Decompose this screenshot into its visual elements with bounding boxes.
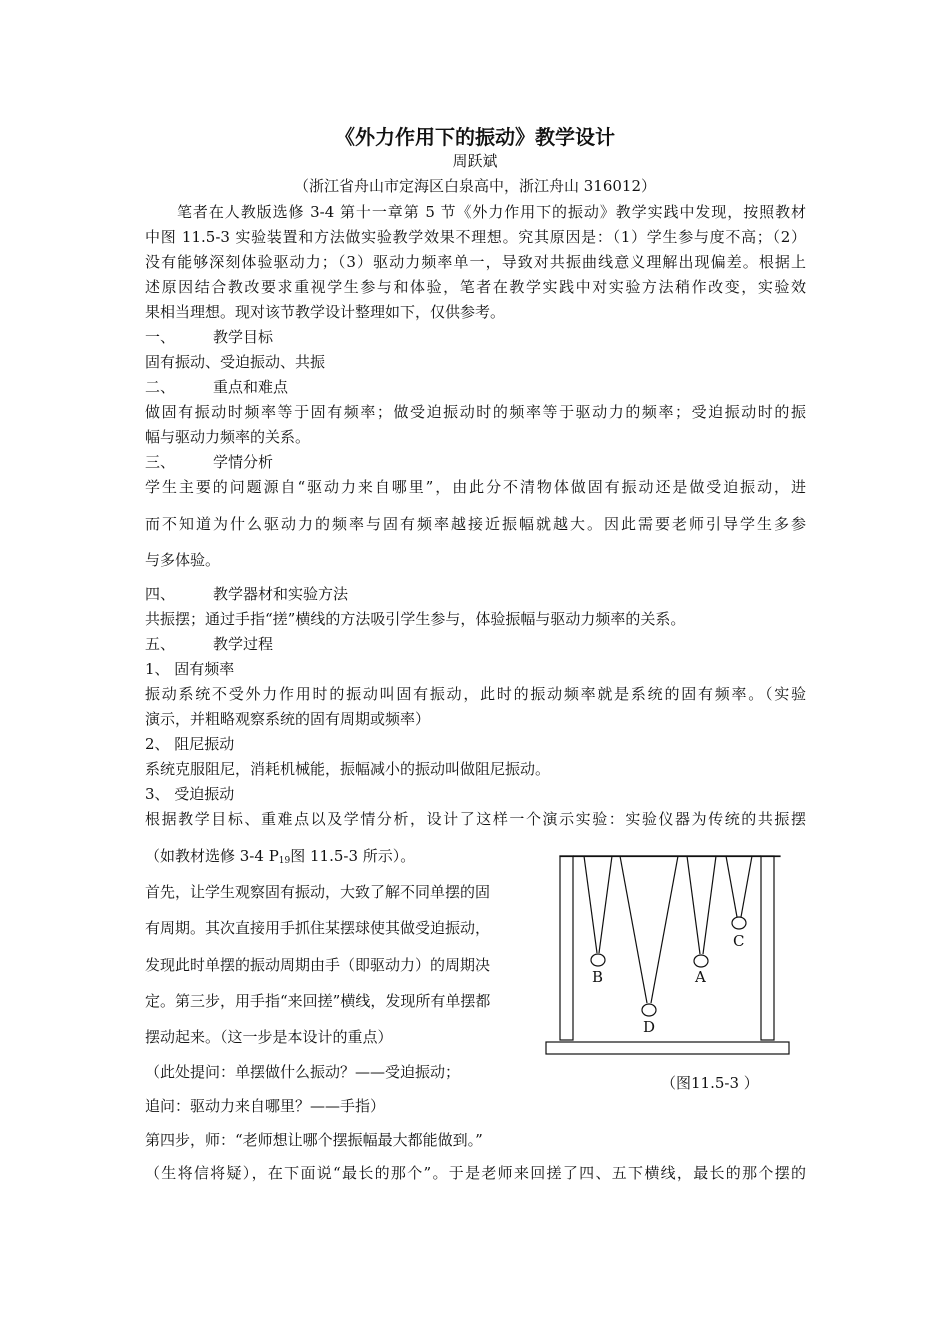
section-title: 学情分析 xyxy=(213,453,274,471)
section-body: 共振摆；通过手指“搓”横线的方法吸引学生参与，体验振幅与驱动力频率的关系。 xyxy=(145,610,686,628)
base-plate xyxy=(546,1042,789,1054)
subsection-heading: 1、 固有频率 xyxy=(145,660,235,678)
section-number: 一、 xyxy=(145,328,176,346)
wrapped-line: 首先，让学生观察固有振动，大致了解不同单摆的固 xyxy=(145,883,491,901)
label-c: C xyxy=(733,932,745,950)
intro-line: 中图 11.5-3 实验装置和方法做实验教学效果不理想。究其原因是：（1）学生参与度不高；（2） xyxy=(145,228,806,246)
section-number: 四、 xyxy=(145,585,176,603)
last-line: （生将信将疑），在下面说“最长的那个”。于是老师来回搓了四、五下横线，最长的那个摆的 xyxy=(145,1164,806,1182)
section-body: 固有振动、受迫振动、共振 xyxy=(145,353,326,371)
pendulum-d xyxy=(620,856,678,1016)
figure-reference-text: 图 11.5-3 所示）。 xyxy=(290,847,416,865)
intro-line: 笔者在人教版选修 3-4 第十一章第 5 节《外力作用下的振动》教学实践中发现，按照教材 xyxy=(177,203,806,221)
author-affiliation: （浙江省舟山市定海区白泉高中，浙江舟山 316012） xyxy=(293,177,657,195)
wrapped-line: （此处提问：单摆做什么振动？——受迫振动； xyxy=(145,1063,461,1081)
section-body: 与多体验。 xyxy=(145,551,221,569)
section-number: 五、 xyxy=(145,635,176,653)
figure-reference xyxy=(145,846,415,871)
intro-line: 没有能够深刻体验驱动力；（3）驱动力频率单一，导致对共振曲线意义理解出现偏差。根据上 xyxy=(145,253,806,271)
wrapped-line: 摆动起来。（这一步是本设计的重点） xyxy=(145,1028,393,1046)
figure-reference-text: （如教材选修 3-4 P xyxy=(145,847,279,865)
wrapped-line: 发现此时单摆的振动周期由手（即驱动力）的周期决 xyxy=(145,956,491,974)
wrapped-line: 追问：驱动力来自哪里？——手指） xyxy=(145,1097,386,1115)
section-number: 三、 xyxy=(145,453,176,471)
wrapped-line: 有周期。其次直接用手抓住某摆球使其做受迫振动， xyxy=(145,919,491,937)
pendulum-b xyxy=(584,856,612,966)
intro-line: 述原因结合教改要求重视学生参与和体验，笔者在教学实践中对实验方法稍作改变，实验效 xyxy=(145,278,806,296)
section-heading-goals xyxy=(145,327,273,347)
pendulum-c xyxy=(726,856,752,929)
section-body: 而不知道为什么驱动力的频率与固有频率越接近振幅就越大。因此需要老师引导学生多参 xyxy=(145,515,806,533)
section-heading-keypoints xyxy=(145,377,288,397)
subsection-body: 根据教学目标、重难点以及学情分析，设计了这样一个演示实验：实验仪器为传统的共振摆 xyxy=(145,810,806,828)
section-heading-equipment xyxy=(145,584,348,604)
subsection-heading: 2、 阻尼振动 xyxy=(145,735,235,753)
section-title: 教学目标 xyxy=(213,328,274,346)
section-heading-analysis xyxy=(145,452,273,472)
subsection-body: 振动系统不受外力作用时的振动叫固有振动，此时的振动频率就是系统的固有频率。（实验 xyxy=(145,685,806,703)
label-d: D xyxy=(643,1018,656,1036)
wrapped-line: 定。第三步，用手指“来回搓”横线，发现所有单摆都 xyxy=(145,992,491,1010)
subsection-body: 演示，并粗略观察系统的固有周期或频率） xyxy=(145,710,431,728)
section-title: 重点和难点 xyxy=(213,378,289,396)
author-name: 周跃斌 xyxy=(452,152,498,170)
section-title: 教学器材和实验方法 xyxy=(213,585,349,603)
right-post xyxy=(761,856,774,1040)
label-b: B xyxy=(592,968,604,986)
section-heading-process xyxy=(145,634,273,654)
section-body: 幅与驱动力频率的关系。 xyxy=(145,428,311,446)
section-title: 教学过程 xyxy=(213,635,274,653)
document-title: 《外力作用下的振动》教学设计 xyxy=(335,125,615,149)
subsection-heading: 3、 受迫振动 xyxy=(145,785,235,803)
section-number: 二、 xyxy=(145,378,176,396)
section-body: 学生主要的问题源自“驱动力来自哪里”，由此分不清物体做固有振动还是做受迫振动，进 xyxy=(145,478,806,496)
intro-line: 果相当理想。现对该节教学设计整理如下，仅供参考。 xyxy=(145,303,506,321)
left-post xyxy=(560,856,573,1040)
page-subscript: 19 xyxy=(278,856,291,866)
pendulum-a xyxy=(687,856,716,967)
subsection-body: 系统克服阻尼，消耗机械能，振幅减小的振动叫做阻尼振动。 xyxy=(145,760,551,778)
figure-caption: （图11.5-3 ） xyxy=(661,1074,759,1092)
label-a: A xyxy=(695,968,706,986)
section-body: 做固有振动时频率等于固有频率；做受迫振动时的频率等于驱动力的频率；受迫振动时的振 xyxy=(145,403,806,421)
resonance-pendulum-figure xyxy=(540,848,800,1098)
step-four-line: 第四步，师：“老师想让哪个摆振幅最大都能做到。” xyxy=(145,1131,483,1149)
